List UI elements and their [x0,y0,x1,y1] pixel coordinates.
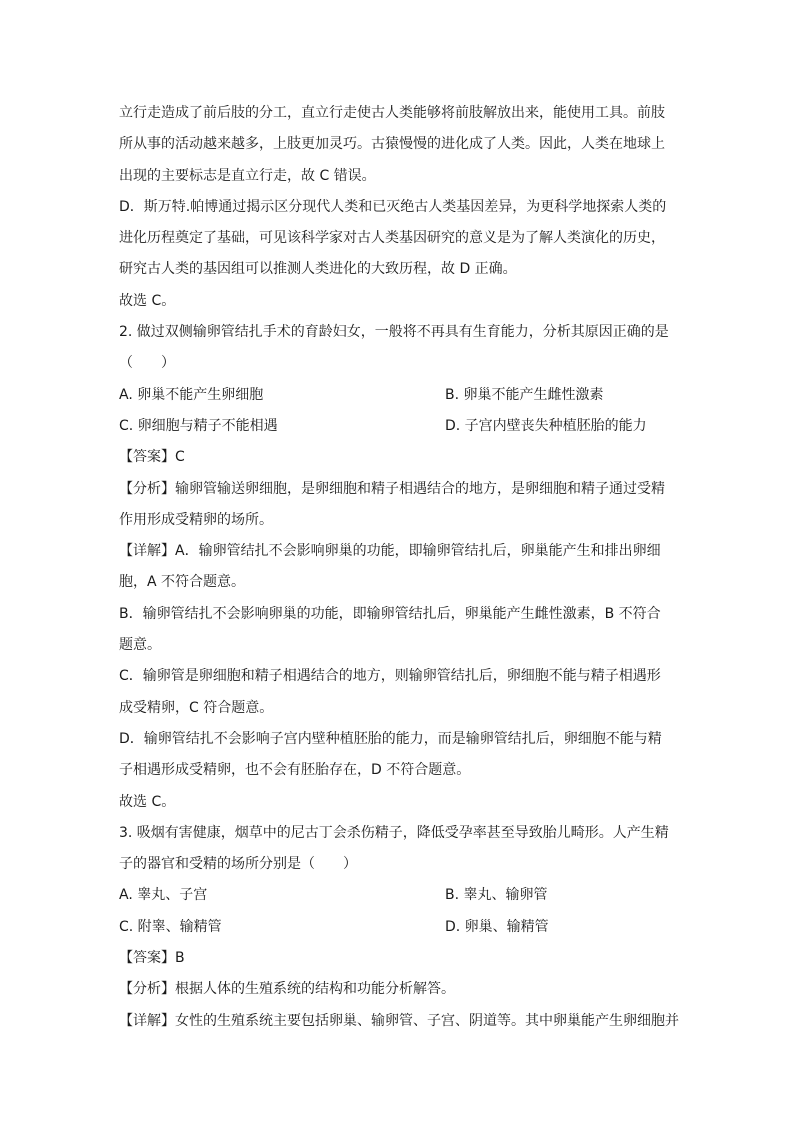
text-line: 胞，A 不符合题意。 [119,574,246,591]
text-line: 题意。 [119,637,161,654]
text-line: （ ） [119,355,175,372]
option-row [119,880,679,911]
option-left: C. 卵细胞与精子不能相遇 [119,417,278,434]
option-right: D. 卵巢、输精管 [445,918,549,935]
text-line: 【分析】输卵管输送卵细胞，是卵细胞和精子相遇结合的地方，是卵细胞和精子通过受精 [119,480,665,497]
option-left: A. 睾丸、子宫 [119,887,208,904]
text-line: 立行走造成了前后肢的分工，直立行走使古人类能够将前肢解放出来，能使用工具。前肢 [119,105,665,121]
option-right: B. 卵巢不能产生雌性激素 [445,386,604,403]
text-line: 出现的主要标志是直立行走，故 C 错误。 [119,167,376,184]
text-line: 【详解】A．输卵管结扎不会影响卵巢的功能，即输卵管结扎后，卵巢能产生和排出卵细 [119,543,661,560]
text-line: 作用形成受精卵的场所。 [119,511,273,528]
text-line: D．斯万特.帕博通过揭示区分现代人类和已灭绝古人类基因差异，为更科学地探索人类的 [119,198,667,215]
text-line: 3. 吸烟有害健康，烟草中的尼古丁会杀伤精子，降低受孕率甚至导致胎儿畸形。人产生精 [119,824,669,841]
text-line: 所从事的活动越来越多，上肢更加灵巧。古猿慢慢的进化成了人类。因此，人类在地球上 [119,136,665,153]
option-right: D. 子宫内壁丧失种植胚胎的能力 [445,417,647,434]
text-line: 研究古人类的基因组可以推测人类进化的大致历程，故 D 正确。 [119,261,517,278]
text-line: B．输卵管结扎不会影响卵巢的功能，即输卵管结扎后，卵巢能产生雌性激素，B 不符合 [119,605,661,622]
text-line: 子的器官和受精的场所分别是（ ） [119,856,357,873]
option-right: B. 睾丸、输卵管 [445,887,548,904]
option-row [119,912,679,943]
text-line: 故选 C。 [119,292,176,309]
text-line: D．输卵管结扎不会影响子宫内壁种植胚胎的能力，而是输卵管结扎后，卵细胞不能与精 [119,730,662,747]
option-row [119,380,679,411]
option-left: C. 附睾、输精管 [119,918,222,935]
text-line: 【分析】根据人体的生殖系统的结构和功能分析解答。 [119,981,455,998]
text-line: 【答案】B [119,950,185,967]
option-left: A. 卵巢不能产生卵细胞 [119,386,264,403]
text-line: 子相遇形成受精卵，也不会有胚胎存在，D 不符合题意。 [119,762,471,779]
text-line: 2. 做过双侧输卵管结扎手术的育龄妇女，一般将不再具有生育能力，分析其原因正确的是 [119,324,669,341]
document-body [119,98,679,1037]
text-line: 成受精卵，C 符合题意。 [119,699,274,716]
text-line: 【详解】女性的生殖系统主要包括卵巢、输卵管、子宫、阴道等。其中卵巢能产生卵细胞并 [119,1012,679,1029]
text-line: 故选 C。 [119,793,176,810]
text-line: C．输卵管是卵细胞和精子相遇结合的地方，则输卵管结扎后，卵细胞不能与精子相遇形 [119,668,661,685]
text-line: 【答案】C [119,449,185,466]
text-line: 进化历程奠定了基础，可见该科学家对古人类基因研究的意义是为了解人类演化的历史， [119,230,665,247]
option-row [119,411,679,442]
